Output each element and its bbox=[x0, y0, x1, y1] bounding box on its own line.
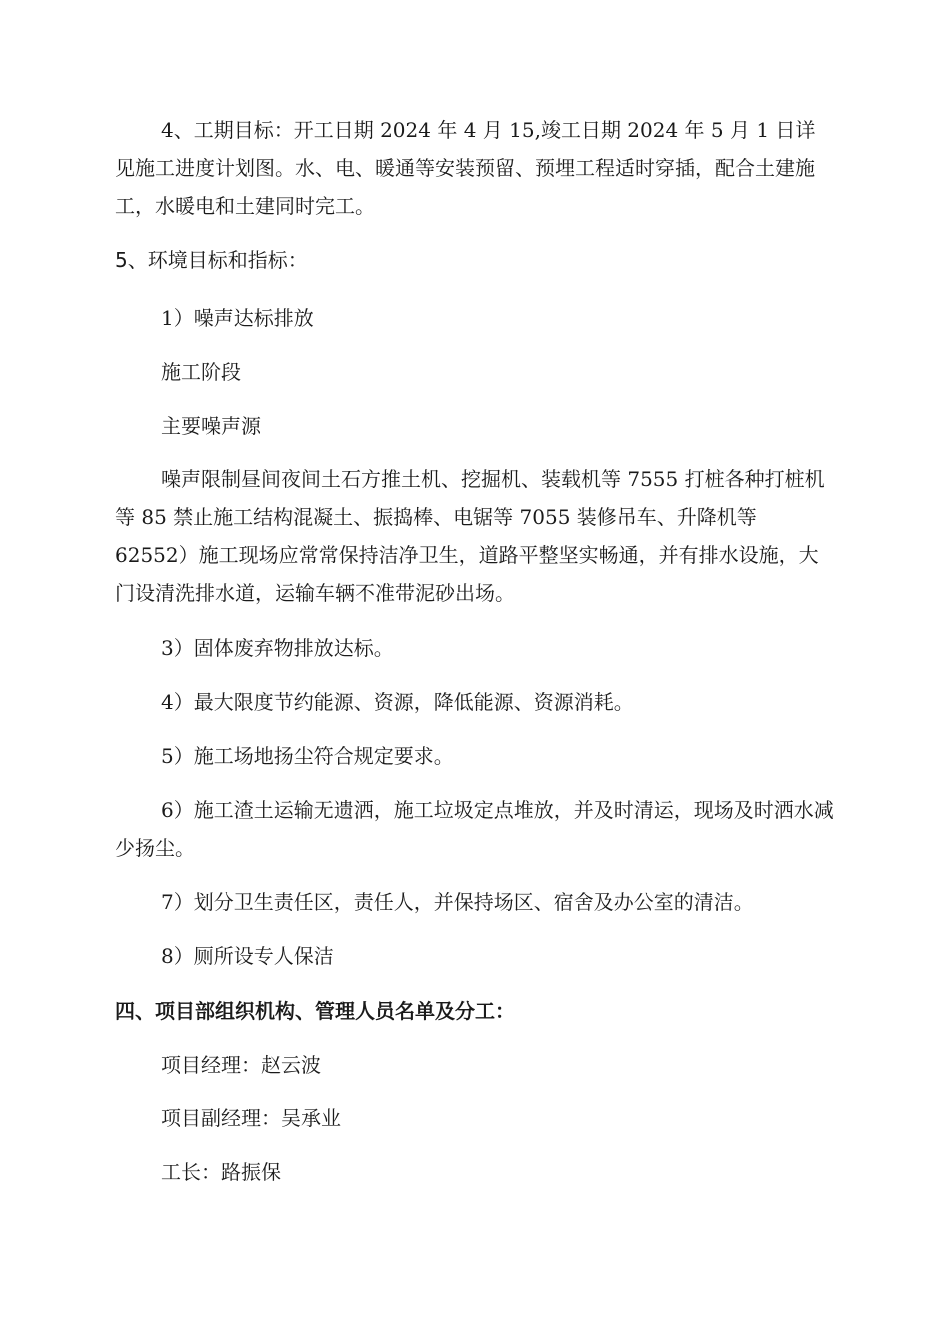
staff-foreman: 工长：路振保 bbox=[161, 1160, 281, 1184]
item-hygiene-zones: 7）划分卫生责任区，责任人，并保持场区、宿舍及办公室的清洁。 bbox=[161, 890, 754, 914]
item-solid-waste: 3）固体废弃物排放达标。 bbox=[161, 636, 394, 660]
item-energy-saving: 4）最大限度节约能源、资源，降低能源、资源消耗。 bbox=[161, 690, 634, 714]
paragraph-schedule-goal: 4、工期目标：开工日期 2024 年 4 月 15,竣工日期 2024 年 5 月 1 日详见施工进度计划图。水、电、暖通等安装预留、预埋工程适时穿插，配合土建施工，水暖电和土建同时完工。 bbox=[115, 118, 816, 218]
paragraph-muck-transport: 6）施工渣土运输无遗洒，施工垃圾定点堆放，并及时清运，现场及时洒水减少扬尘。 bbox=[115, 798, 834, 860]
staff-project-manager: 项目经理：赵云波 bbox=[161, 1053, 321, 1077]
item-toilet-cleaning: 8）厕所设专人保洁 bbox=[161, 944, 334, 968]
heading-project-organization: 四、项目部组织机构、管理人员名单及分工： bbox=[115, 999, 515, 1023]
item-construction-stage: 施工阶段 bbox=[161, 360, 241, 384]
paragraph-noise-limits: 噪声限制昼间夜间土石方推土机、挖掘机、装载机等 7555 打桩各种打桩机等 85 禁止施工结构混凝土、振捣棒、电锯等 7055 装修吊车、升降机等 62552）施工现场应常常保持洁净卫生，道路平整坚实畅通，并有排水设施，大门设清洗排水道，运输车辆不准带泥砂出场。 bbox=[115, 467, 825, 605]
item-dust-control: 5）施工场地扬尘符合规定要求。 bbox=[161, 744, 454, 768]
staff-deputy-manager: 项目副经理：吴承业 bbox=[161, 1106, 341, 1130]
heading-environment-goals: 5、环境目标和指标： bbox=[115, 248, 308, 272]
item-main-noise-source: 主要噪声源 bbox=[161, 414, 261, 438]
item-noise-emission: 1）噪声达标排放 bbox=[161, 306, 314, 330]
